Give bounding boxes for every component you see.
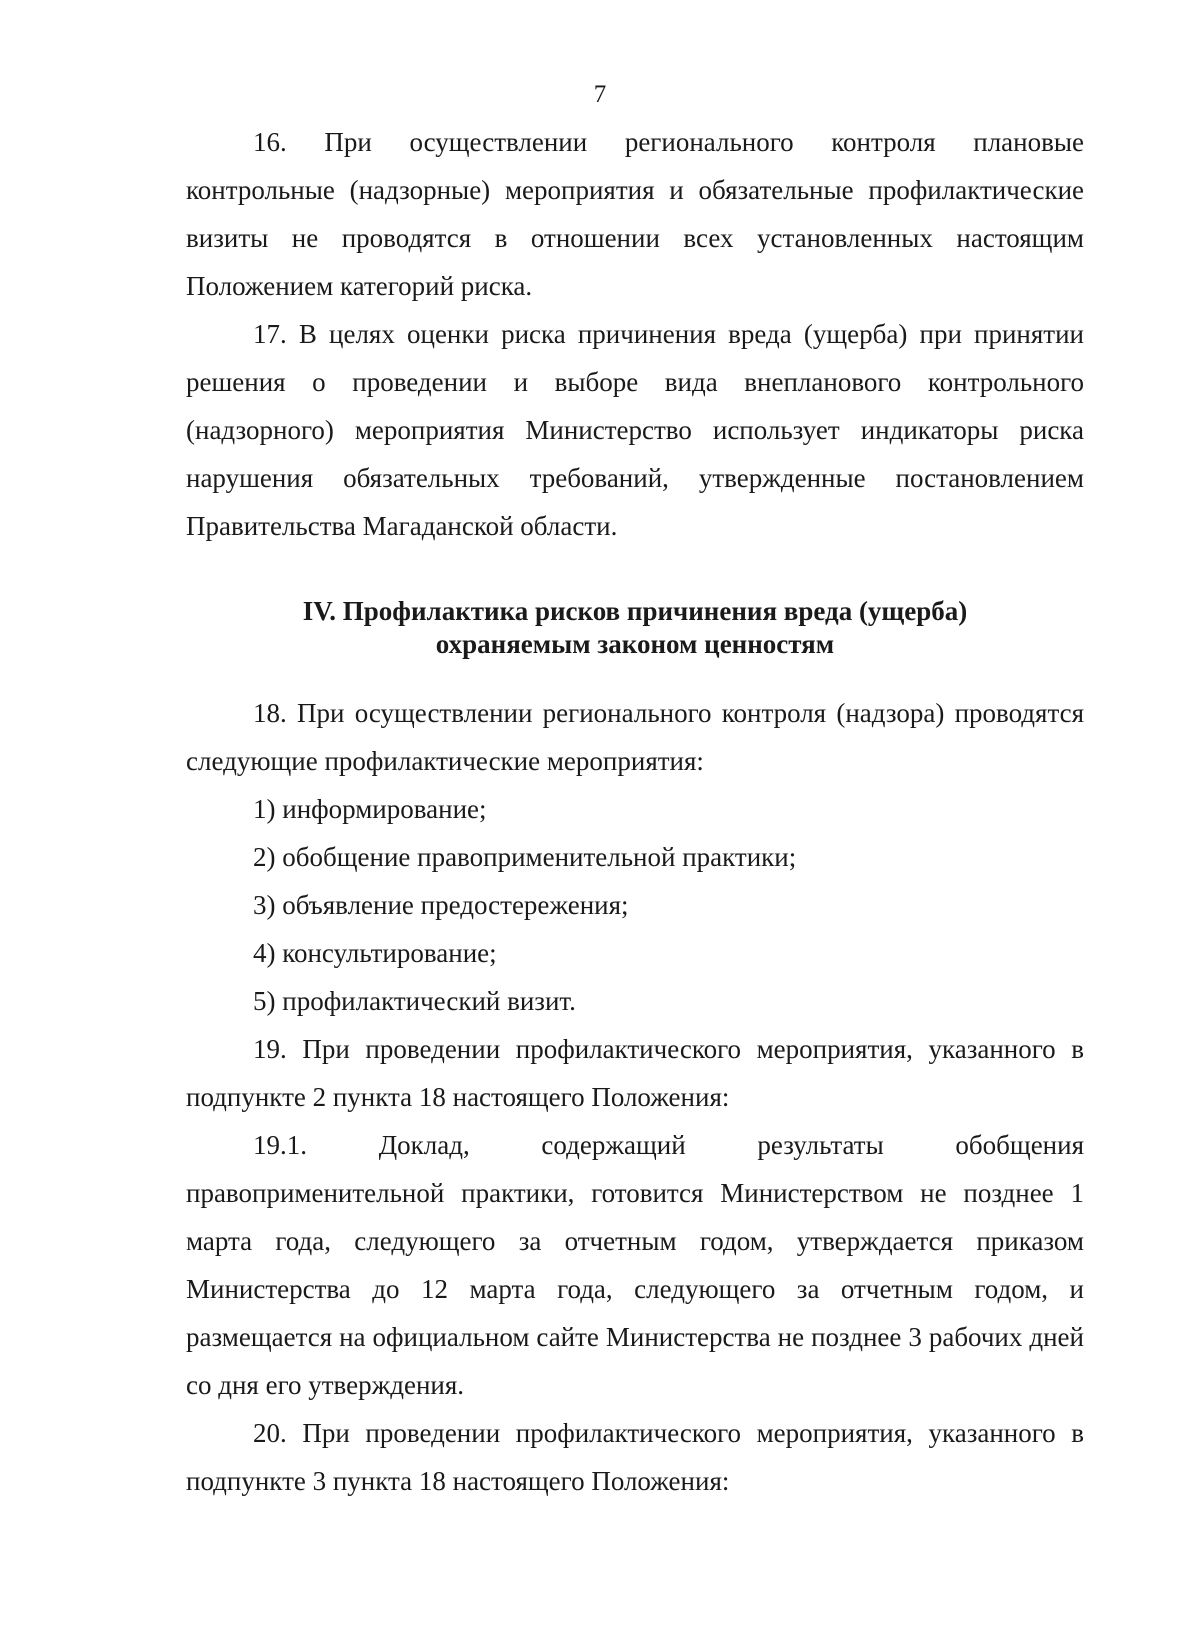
list-item: 3) объявление предостережения;	[253, 890, 629, 920]
section-heading-line-2: охраняемым законом ценностям	[435, 629, 835, 659]
paragraph-16: 16. При осуществлении регионального контроля плановые контрольные (надзорные) мероприятия и обязательные профилактические визиты не проводятся в отношении всех установленных настоящим Положением категорий риска.	[186, 127, 1084, 301]
paragraph-19: 19. При проведении профилактического мероприятия, указанного в подпункте 2 пункта 18 настоящего Положения:	[186, 1034, 1084, 1112]
list-item: 4) консультирование;	[253, 938, 497, 968]
document-body	[186, 118, 1084, 1505]
paragraph-19-1: 19.1. Доклад, содержащий результаты обобщения правоприменительной практики, готовится Министерством не позднее 1 марта года, следующего за отчетным годом, утверждается приказом Министерства до 12 марта года, следующего за отчетным годом, и размещается на официальном сайте Министерства не позднее 3 рабочих дней со дня его утверждения.	[186, 1130, 1084, 1400]
list-item: 2) обобщение правоприменительной практики;	[253, 842, 797, 872]
paragraph-18: 18. При осуществлении регионального контроля (надзора) проводятся следующие профилактические мероприятия:	[186, 698, 1084, 776]
page-number: 7	[593, 81, 607, 108]
list-item: 1) информирование;	[253, 794, 487, 824]
list-item: 5) профилактический визит.	[253, 986, 576, 1016]
paragraph-20: 20. При проведении профилактического мероприятия, указанного в подпункте 3 пункта 18 настоящего Положения:	[186, 1418, 1084, 1496]
section-heading-line-1: IV. Профилактика рисков причинения вреда (ущерба)	[302, 596, 968, 626]
section-heading	[186, 595, 1084, 661]
paragraph-17: 17. В целях оценки риска причинения вреда (ущерба) при принятии решения о проведении и выборе вида внепланового контрольного (надзорного) мероприятия Министерство использует индикаторы риска нарушения обязательных требований, утвержденные постановлением Правительства Магаданской области.	[186, 319, 1084, 541]
